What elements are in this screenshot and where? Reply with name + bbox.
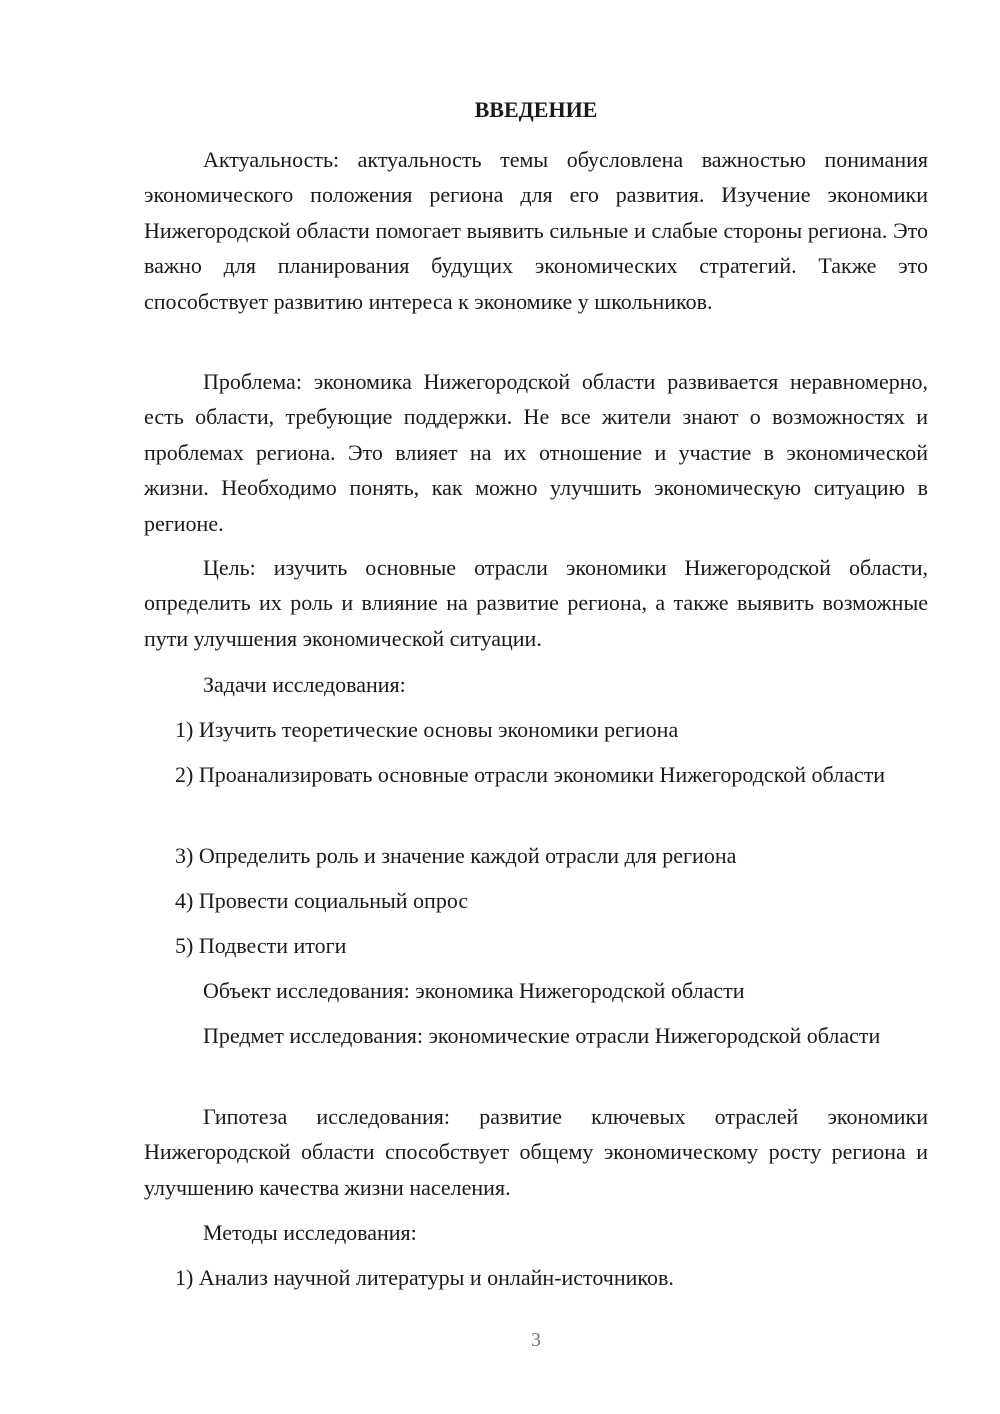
paragraph-relevance: Актуальность: актуальность темы обусловлена важностью понимания экономического положения региона для его развития. Изучение экономики Нижегородской области помогает выявить сильные и слабые стороны региона. Это важно для планирования будущих экономических стратегий. Также это способствует развитию интереса к экономике у школьников.	[144, 147, 928, 314]
task-item-1: 1) Изучить теоретические основы экономики региона	[175, 717, 679, 742]
task-item-5: 5) Подвести итоги	[175, 933, 347, 958]
paragraph-object: Объект исследования: экономика Нижегородской области	[203, 978, 745, 1003]
section-title: ВВЕДЕНИЕ	[474, 97, 598, 122]
document-page	[144, 0, 928, 1414]
paragraph-problem: Проблема: экономика Нижегородской области развивается неравномерно, есть области, требующие поддержки. Не все жители знают о возможностях и проблемах региона. Это влияет на их отношение и участие в экономической жизни. Необходимо понять, как можно улучшить экономическую ситуацию в регионе.	[144, 369, 928, 536]
paragraph-goal: Цель: изучить основные отрасли экономики Нижегородской области, определить их роль и влияние на развитие региона, а также выявить возможные пути улучшения экономической ситуации.	[144, 555, 928, 651]
paragraph-methods-heading: Методы исследования:	[203, 1220, 417, 1245]
task-item-2: 2) Проанализировать основные отрасли экономики Нижегородской области	[175, 762, 886, 787]
task-item-4: 4) Провести социальный опрос	[175, 888, 469, 913]
task-item-3: 3) Определить роль и значение каждой отрасли для региона	[175, 843, 737, 868]
paragraph-tasks-heading: Задачи исследования:	[203, 672, 406, 697]
paragraph-subject: Предмет исследования: экономические отрасли Нижегородской области	[203, 1023, 881, 1048]
page-number: 3	[531, 1329, 541, 1351]
paragraph-hypothesis: Гипотеза исследования: развитие ключевых отраслей экономики Нижегородской области способствует общему экономическому росту региона и улучшению качества жизни населения.	[144, 1104, 928, 1200]
method-item-1: 1) Анализ научной литературы и онлайн-источников.	[175, 1265, 674, 1290]
